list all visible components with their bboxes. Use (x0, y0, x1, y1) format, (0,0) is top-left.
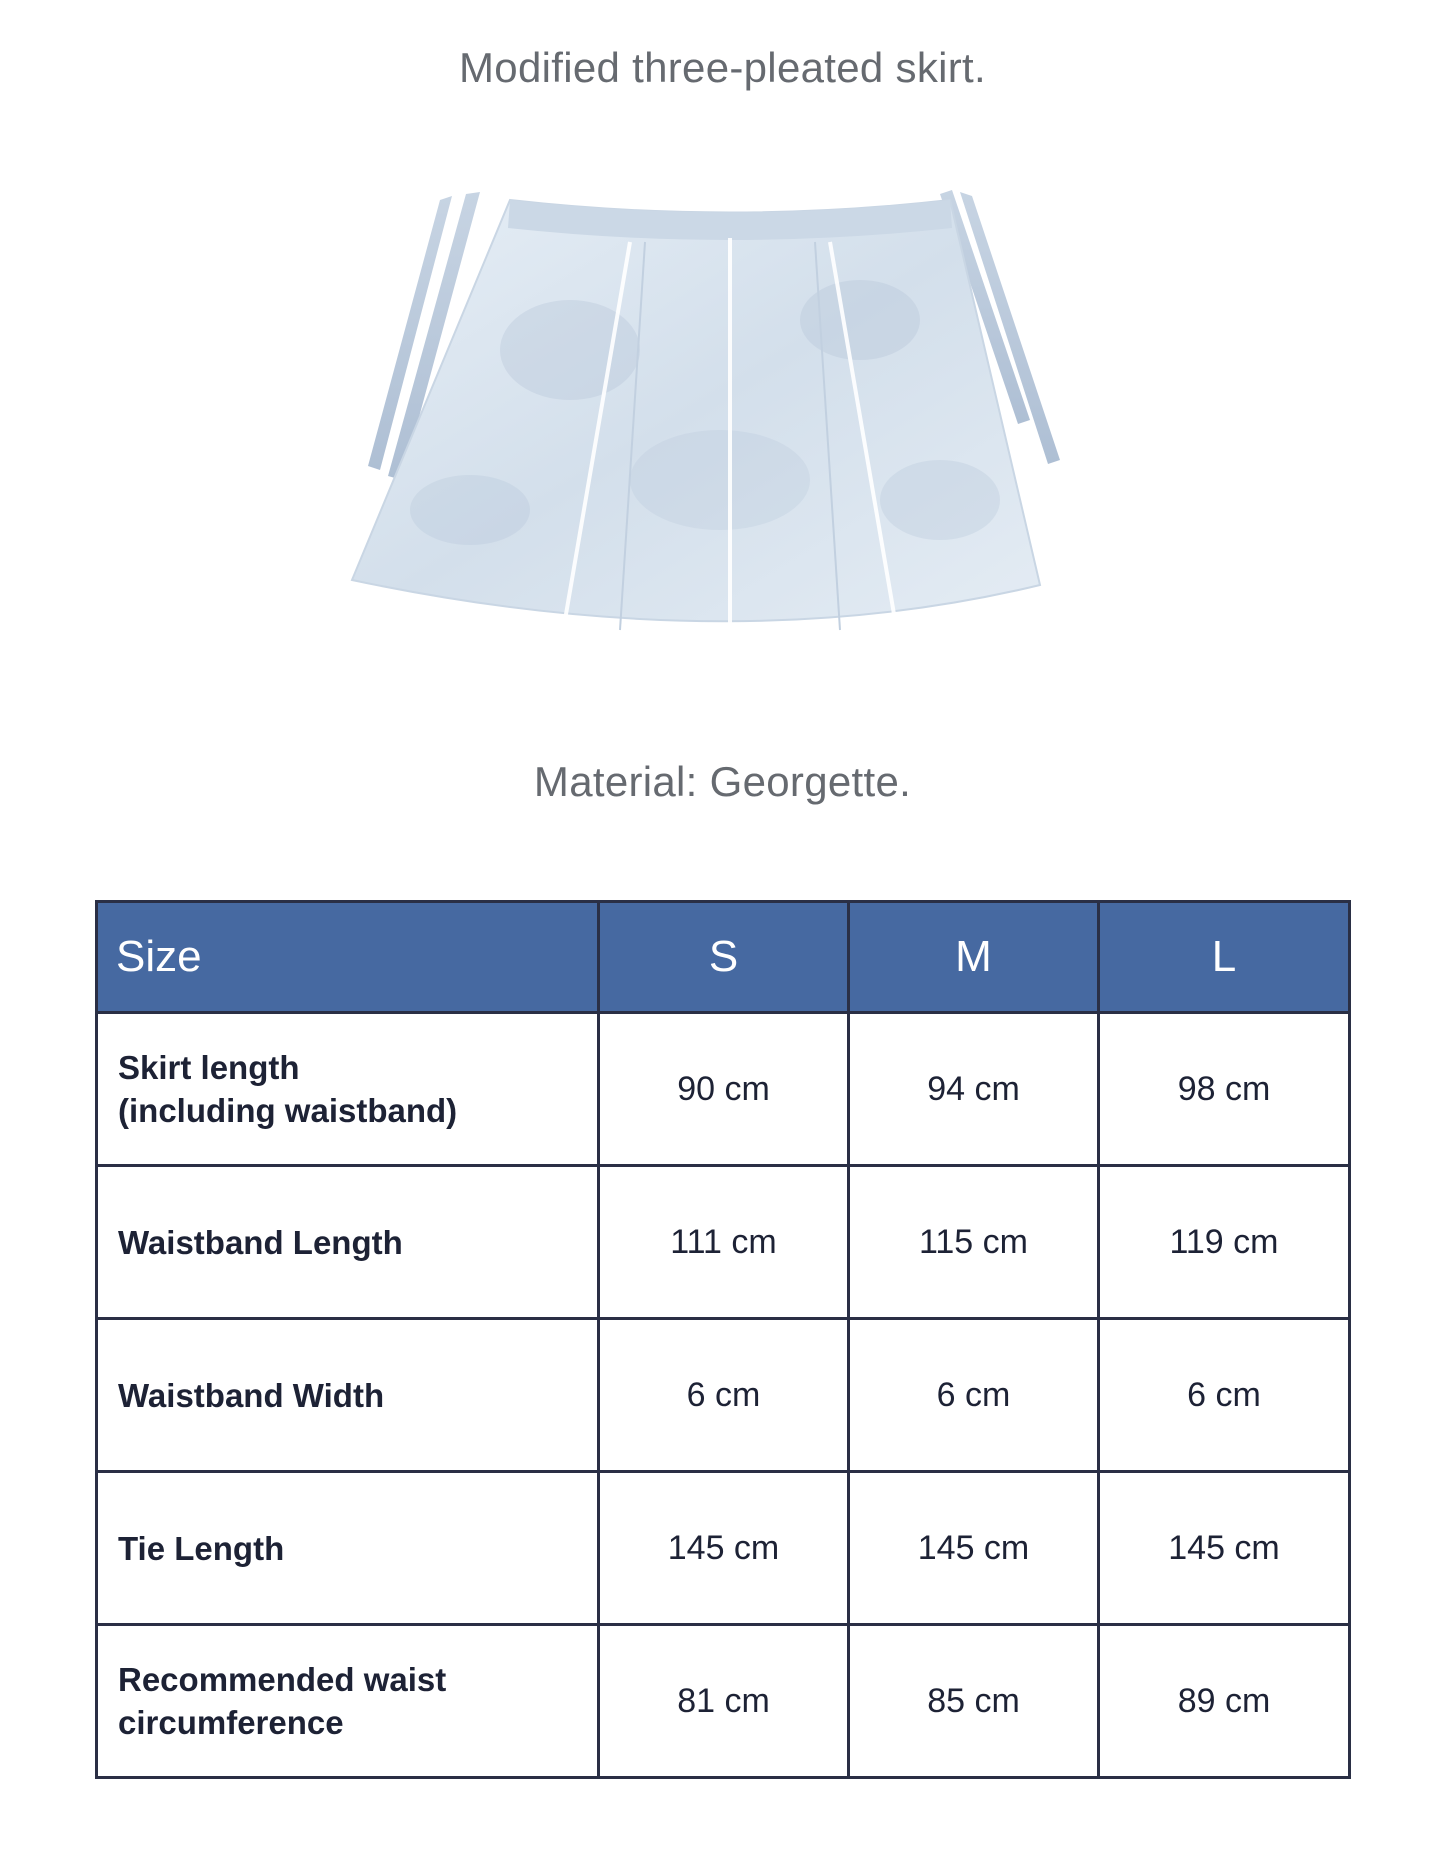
row-label (97, 1319, 599, 1472)
table-row (97, 1013, 1350, 1166)
cell-m: 94 cm (849, 1013, 1099, 1166)
table-header-row (97, 902, 1350, 1013)
header-size: Size (97, 902, 599, 1013)
cell-l: 89 cm (1099, 1625, 1350, 1778)
row-label-line: Recommended waist (118, 1661, 447, 1698)
material-caption: Material: Georgette. (533, 758, 912, 805)
cell-l: 145 cm (1099, 1472, 1350, 1625)
row-label (97, 1166, 599, 1319)
cell-s: 81 cm (599, 1625, 849, 1778)
cell-s: 6 cm (599, 1319, 849, 1472)
cell-s: 145 cm (599, 1472, 849, 1625)
row-label-line: Waistband Length (118, 1223, 403, 1261)
header-s: S (599, 902, 849, 1013)
row-label-line: Skirt length (118, 1049, 300, 1086)
cell-m: 115 cm (849, 1166, 1099, 1319)
table-row (97, 1625, 1350, 1778)
row-label (97, 1472, 599, 1625)
table-row (97, 1319, 1350, 1472)
table-row (97, 1166, 1350, 1319)
row-label (97, 1013, 599, 1166)
size-chart-table (95, 900, 1351, 1779)
row-label (97, 1625, 599, 1778)
cell-s: 90 cm (599, 1013, 849, 1166)
table-row (97, 1472, 1350, 1625)
product-title: Modified three-pleated skirt. (459, 44, 986, 91)
row-label-line: Waistband Width (118, 1376, 385, 1414)
skirt-product-image (340, 180, 1120, 660)
cell-l: 98 cm (1099, 1013, 1350, 1166)
row-label-line: (including waistband) (118, 1092, 458, 1129)
cell-m: 85 cm (849, 1625, 1099, 1778)
header-l: L (1099, 902, 1350, 1013)
cell-m: 6 cm (849, 1319, 1099, 1472)
cell-l: 6 cm (1099, 1319, 1350, 1472)
cell-s: 111 cm (599, 1166, 849, 1319)
cell-l: 119 cm (1099, 1166, 1350, 1319)
header-m: M (849, 902, 1099, 1013)
row-label-line: circumference (118, 1704, 344, 1741)
row-label-line: Tie Length (118, 1529, 285, 1567)
cell-m: 145 cm (849, 1472, 1099, 1625)
